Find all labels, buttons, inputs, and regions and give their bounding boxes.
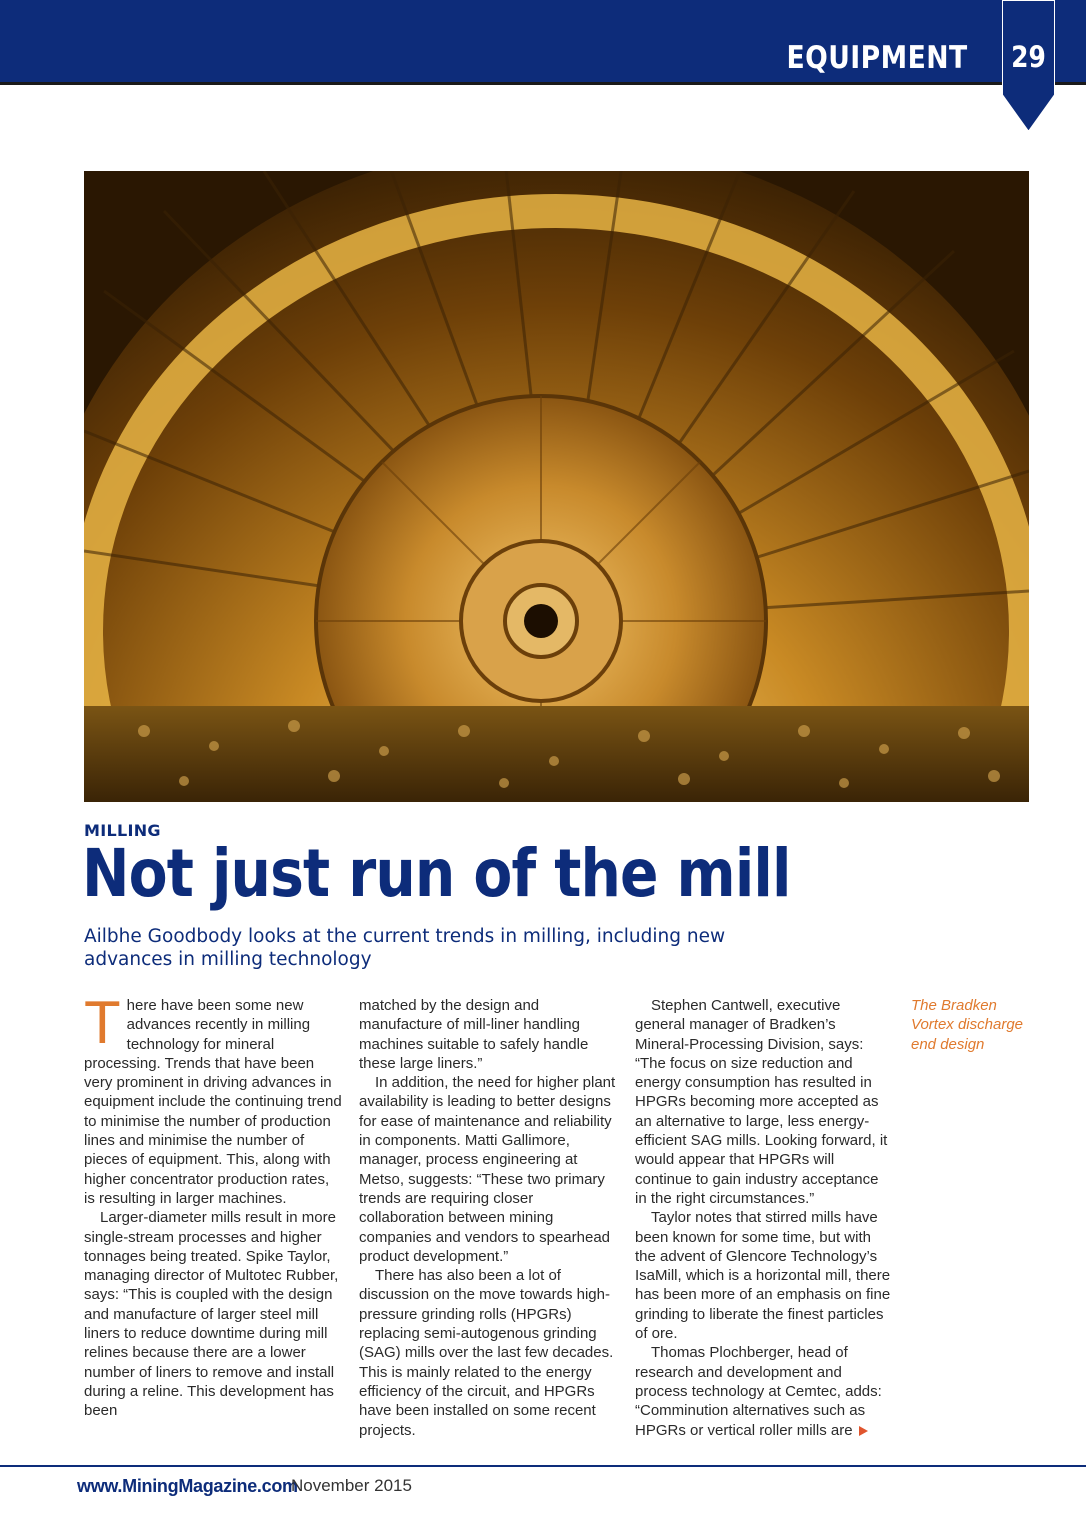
page-number: 29 xyxy=(1011,40,1046,74)
paragraph: Larger-diameter mills result in more single-stream processes and higher tonnages being treated. Spike Taylor, managing director of Multotec Rubber, says: “This is coupled with the design and manufacture of larger steel mill liners to reduce downtime during mill relines because there are a lower number of liners to remove and install during a reline. This development has been xyxy=(84,1209,339,1420)
article-column-1 xyxy=(84,989,342,1421)
mill-interior-photo xyxy=(84,171,1029,802)
footer-date: November 2015 xyxy=(291,1476,412,1495)
paragraph: There have been some new advances recently in milling technology for mineral processing. Trends that have been very prominent in driving advances in equipment include the continuing trend to minimise the number of production lines and minimise the number of pieces of equipment. This, along with higher concentrator production rates, is resulting in larger machines. xyxy=(84,989,342,1207)
drop-cap: T xyxy=(84,989,121,1056)
paragraph: matched by the design and manufacture of mill-liner handling machines suitable to safely handle these large liners.” xyxy=(359,997,589,1072)
photo-caption: The Bradken Vortex discharge end design xyxy=(911,997,1024,1053)
article-headline: Not just run of the mill xyxy=(82,835,791,912)
article-column-2 xyxy=(359,996,617,1440)
article-standfirst: Ailbhe Goodbody looks at the current trends in milling, including new advances in milling technology xyxy=(84,926,726,970)
paragraph: Thomas Plochberger, head of research and development and process technology at Cemtec, adds: “Comminution alternatives such as HPGRs or vertical roller mills are xyxy=(635,1344,882,1439)
paragraph: There has also been a lot of discussion on the move towards high-pressure grinding rolls (HPGRs) replacing semi-autogenous grinding (SAG) mills over the last few decades. This is mainly related to the energy efficiency of the circuit, and HPGRs have been installed on some recent projects. xyxy=(359,1267,614,1439)
continue-arrow-icon[interactable] xyxy=(859,1426,868,1436)
paragraph: In addition, the need for higher plant availability is leading to better designs for ease of maintenance and reliability in components. Matti Gallimore, manager, process engineering at Metso, suggests: “These two primary trends are requiring closer collaboration between mining companies and vendors to spearhead product development.” xyxy=(359,1074,616,1265)
paragraph: Taylor notes that stirred mills have been known for some time, but with the advent of Glencore Technology’s IsaMill, which is a horizontal mill, there has been more of an emphasis on fine grinding to liberate the finest particles of ore. xyxy=(635,1209,891,1343)
section-label: EQUIPMENT xyxy=(786,40,968,76)
article-column-3 xyxy=(635,996,893,1440)
footer-divider xyxy=(0,1465,1086,1467)
paragraph: Stephen Cantwell, executive general manager of Bradken’s Mineral-Processing Division, says: “The focus on size reduction and energy consumption has resulted in HPGRs becoming more accepted as an alternative to large, less energy-efficient SAG mills. Looking forward, it would appear that HPGRs will continue to gain industry acceptance in the right circumstances.” xyxy=(635,997,888,1207)
footer-website-link[interactable]: www.MiningMagazine.com xyxy=(77,1476,298,1496)
article-kicker: MILLING xyxy=(84,821,161,840)
